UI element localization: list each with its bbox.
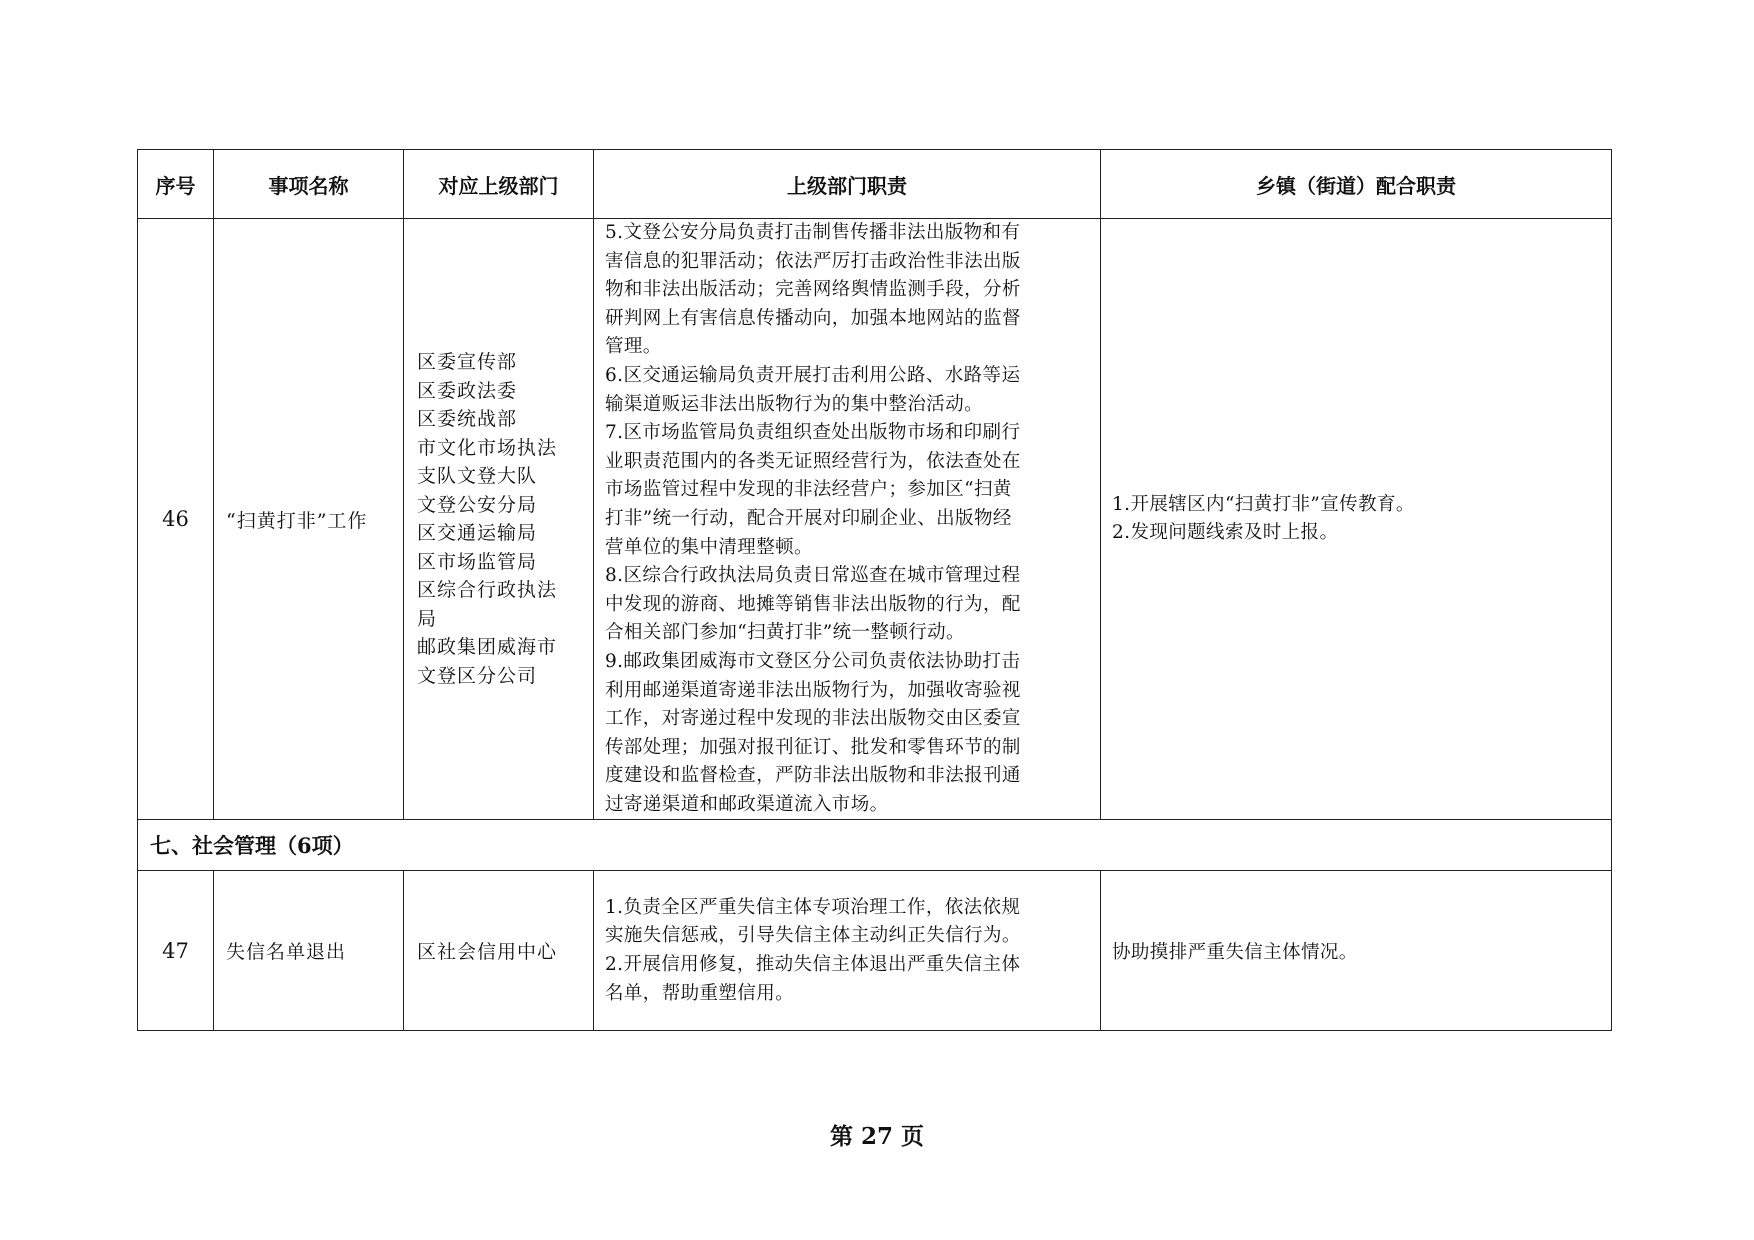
table-row	[138, 219, 1612, 820]
department-line: 区交通运输局	[417, 522, 538, 545]
section-row	[138, 820, 1612, 871]
department-line: 区委统战部	[417, 408, 518, 431]
row-number: 47	[138, 871, 214, 1031]
department: 区社会信用中心	[404, 871, 594, 1031]
duty-line: 工作，对寄递过程中发现的非法出版物交由区委宣	[605, 708, 1021, 730]
section-title: 七、社会管理（6项）	[138, 820, 1612, 871]
department-line: 文登区分公司	[417, 664, 538, 687]
duty-line: 打非”统一行动，配合开展对印刷企业、出版物经	[605, 507, 1012, 529]
duty-line: 度建设和监督检查，严防非法出版物和非法报刊通	[605, 765, 1021, 787]
superior-duties-cell	[594, 219, 1101, 820]
duty-line: 实施失信惩戒，引导失信主体主动纠正失信行为。	[605, 925, 1021, 947]
duty-line: 名单，帮助重塑信用。	[605, 982, 795, 1004]
duty-line: 8.区综合行政执法局负责日常巡查在城市管理过程	[605, 565, 1021, 587]
duty-line: 利用邮递渠道寄递非法出版物行为，加强收寄验视	[605, 679, 1021, 701]
department-line: 邮政集团威海市	[417, 636, 558, 659]
duty-line: 合相关部门参加“扫黄打非”统一整顿行动。	[605, 622, 965, 644]
department-line: 市文化市场执法	[417, 436, 558, 459]
item-name: “扫黄打非”工作	[214, 219, 404, 820]
department-line: 支队文登大队	[417, 465, 538, 488]
department-line: 文登公安分局	[417, 493, 538, 516]
duty-line: 物和非法出版活动；完善网络舆情监测手段，分析	[605, 279, 1021, 301]
table-header-row	[138, 150, 1612, 219]
cooperation-line: 1.开展辖区内“扫黄打非”宣传教育。	[1112, 493, 1415, 515]
duty-line: 6.区交通运输局负责开展打击利用公路、水路等运	[605, 364, 1021, 386]
table-row	[138, 871, 1612, 1031]
duty-line: 7.区市场监管局负责组织查处出版物市场和印刷行	[605, 422, 1021, 444]
town-duties-cell: 协助摸排严重失信主体情况。	[1101, 871, 1612, 1031]
row-number: 46	[138, 219, 214, 820]
duty-line: 1.负责全区严重失信主体专项治理工作，依法依规	[605, 896, 1021, 918]
department-line: 区市场监管局	[417, 550, 538, 573]
duty-line: 9.邮政集团威海市文登区分公司负责依法协助打击	[605, 650, 1021, 672]
department-line: 区委宣传部	[417, 351, 518, 374]
department-list	[404, 219, 594, 820]
page-number: 第 27 页	[829, 1123, 925, 1150]
superior-duties-text	[605, 894, 1092, 1008]
town-duties-text	[1112, 491, 1611, 548]
duty-line: 市场监管过程中发现的非法经营户；参加区“扫黄	[605, 479, 1012, 501]
department-line: 区综合行政执法	[417, 579, 558, 602]
duty-line: 害信息的犯罪活动；依法严厉打击政治性非法出版	[605, 250, 1021, 272]
department-line: 局	[417, 607, 438, 630]
header-seq: 序号	[138, 150, 214, 219]
duty-line: 过寄递渠道和邮政渠道流入市场。	[605, 793, 889, 815]
duty-line: 管理。	[605, 336, 662, 358]
superior-duties-text	[605, 219, 1092, 819]
cooperation-line: 2.发现问题线索及时上报。	[1112, 522, 1339, 544]
duty-line: 传部处理；加强对报刊征订、批发和零售环节的制	[605, 736, 1021, 758]
duty-line: 2.开展信用修复，推动失信主体退出严重失信主体	[605, 953, 1021, 975]
item-name: 失信名单退出	[214, 871, 404, 1031]
duty-line: 5.文登公安分局负责打击制售传播非法出版物和有	[605, 222, 1021, 243]
town-duties-cell	[1101, 219, 1612, 820]
duty-line: 中发现的游商、地摊等销售非法出版物的行为，配	[605, 593, 1021, 615]
responsibility-table	[137, 149, 1612, 1031]
header-town-duties: 乡镇（街道）配合职责	[1101, 150, 1612, 219]
duty-line: 营单位的集中清理整顿。	[605, 536, 813, 558]
department-line: 区委政法委	[417, 379, 518, 402]
header-superior-duties: 上级部门职责	[594, 150, 1101, 219]
header-superior-dept: 对应上级部门	[404, 150, 594, 219]
header-item-name: 事项名称	[214, 150, 404, 219]
department-lines	[417, 348, 593, 690]
duty-line: 业职责范围内的各类无证照经营行为，依法查处在	[605, 450, 1021, 472]
duty-line: 研判网上有害信息传播动向，加强本地网站的监督	[605, 307, 1021, 329]
superior-duties-cell	[594, 871, 1101, 1031]
duty-line: 输渠道贩运非法出版物行为的集中整治活动。	[605, 393, 984, 415]
